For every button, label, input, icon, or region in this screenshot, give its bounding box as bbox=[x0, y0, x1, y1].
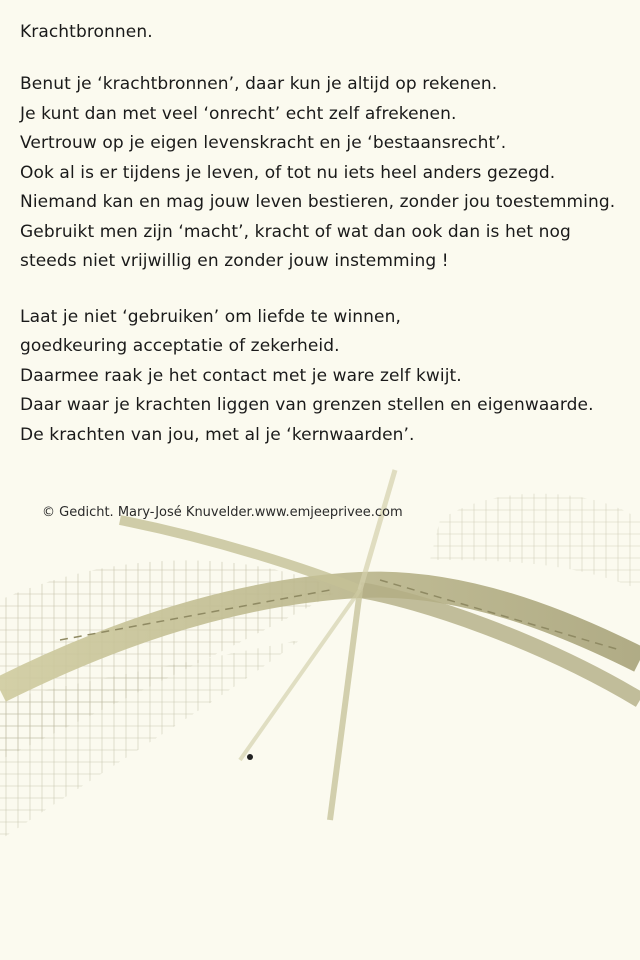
poem-line: Laat je niet ‘gebruiken’ om liefde te winnen, bbox=[20, 306, 401, 327]
poem-line: Niemand kan en mag jouw leven bestieren, zonder jou toestemming. bbox=[20, 192, 616, 212]
poem-line: goedkeuring acceptatie of zekerheid. bbox=[20, 336, 340, 356]
stanza-1 bbox=[20, 70, 630, 277]
poem-title: Krachtbronnen. bbox=[20, 22, 153, 42]
poem-line: Vertrouw op je eigen levenskracht en je ‘bestaansrecht’. bbox=[20, 133, 507, 153]
stanza-2 bbox=[20, 303, 630, 451]
poem-line: steeds niet vrijwillig en zonder jouw instemming ! bbox=[20, 251, 449, 271]
poem-line: Ook al is er tijdens je leven, of tot nu iets heel anders gezegd. bbox=[20, 162, 556, 183]
poem-line: Je kunt dan met veel ‘onrecht’ echt zelf afrekenen. bbox=[20, 103, 457, 124]
poem-line: Daar waar je krachten liggen van grenzen stellen en eigenwaarde. bbox=[20, 395, 594, 415]
poem-line: De krachten van jou, met al je ‘kernwaarden’. bbox=[20, 424, 415, 445]
poem-text bbox=[20, 18, 630, 476]
poem-line: Daarmee raak je het contact met je ware zelf kwijt. bbox=[20, 365, 462, 386]
poem-line: Benut je ‘krachtbronnen’, daar kun je altijd op rekenen. bbox=[20, 74, 498, 94]
poem-line: Gebruikt men zijn ‘macht’, kracht of wat dan ook dan is het nog bbox=[20, 221, 571, 242]
copyright-notice: © Gedicht. Mary-José Knuvelder.www.emjeeprivee.com bbox=[42, 505, 403, 520]
